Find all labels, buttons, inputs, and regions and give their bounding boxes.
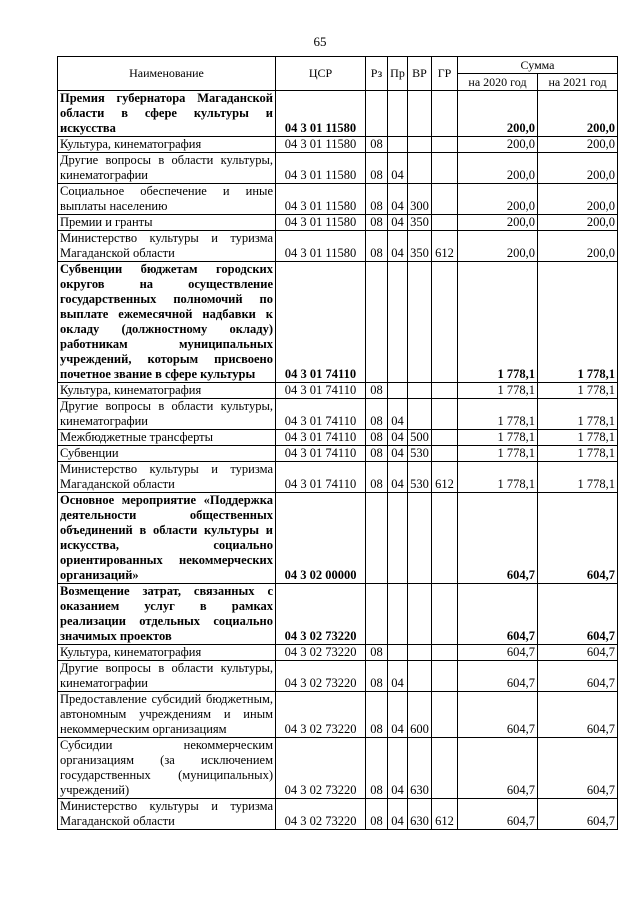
row-pr [388, 645, 408, 661]
row-pr [388, 137, 408, 153]
header-gr: ГР [432, 57, 458, 91]
row-pr: 04 [388, 738, 408, 799]
row-gr [432, 692, 458, 738]
row-name: Министерство культуры и туризма Магаданской области [58, 231, 276, 262]
table-row [58, 262, 618, 383]
row-gr [432, 215, 458, 231]
row-pr: 04 [388, 462, 408, 493]
row-sum-2021: 604,7 [538, 692, 618, 738]
row-sum-2020: 200,0 [458, 184, 538, 215]
row-csr: 04 3 02 73220 [276, 661, 366, 692]
row-pr: 04 [388, 399, 408, 430]
row-sum-2021: 1 778,1 [538, 383, 618, 399]
row-csr: 04 3 01 74110 [276, 446, 366, 462]
row-csr: 04 3 02 00000 [276, 493, 366, 584]
table-row [58, 91, 618, 137]
row-csr: 04 3 01 11580 [276, 153, 366, 184]
header-pr: Пр [388, 57, 408, 91]
row-name: Субсидии некоммерческим организациям (за исключением государственных (муниципальных) учреждений) [58, 738, 276, 799]
row-gr [432, 738, 458, 799]
row-rz [366, 91, 388, 137]
table-row [58, 738, 618, 799]
row-rz: 08 [366, 738, 388, 799]
table-row [58, 462, 618, 493]
row-sum-2021: 200,0 [538, 215, 618, 231]
row-vr [408, 91, 432, 137]
header-rz: Рз [366, 57, 388, 91]
row-gr [432, 383, 458, 399]
row-pr: 04 [388, 661, 408, 692]
row-pr: 04 [388, 799, 408, 830]
row-sum-2021: 1 778,1 [538, 446, 618, 462]
header-name: Наименование [58, 57, 276, 91]
row-gr [432, 91, 458, 137]
table-row [58, 399, 618, 430]
row-csr: 04 3 01 74110 [276, 262, 366, 383]
row-sum-2021: 1 778,1 [538, 462, 618, 493]
row-gr [432, 137, 458, 153]
row-gr [432, 262, 458, 383]
row-gr [432, 661, 458, 692]
row-sum-2021: 1 778,1 [538, 399, 618, 430]
row-pr [388, 584, 408, 645]
row-sum-2021: 200,0 [538, 153, 618, 184]
table-row [58, 446, 618, 462]
header-sum: Сумма [458, 57, 618, 74]
row-name: Предоставление субсидий бюджетным, автономным учреждениям и иным некоммерческим организациям [58, 692, 276, 738]
header-year-2020: на 2020 год [458, 74, 538, 91]
row-sum-2021: 1 778,1 [538, 430, 618, 446]
row-csr: 04 3 01 11580 [276, 215, 366, 231]
row-sum-2021: 200,0 [538, 184, 618, 215]
row-csr: 04 3 01 11580 [276, 231, 366, 262]
budget-table [57, 56, 618, 830]
table-row [58, 584, 618, 645]
row-csr: 04 3 02 73220 [276, 692, 366, 738]
row-sum-2020: 1 778,1 [458, 462, 538, 493]
row-pr [388, 91, 408, 137]
row-rz [366, 262, 388, 383]
row-gr [432, 493, 458, 584]
row-pr [388, 493, 408, 584]
table-row [58, 692, 618, 738]
row-vr [408, 584, 432, 645]
row-sum-2021: 604,7 [538, 799, 618, 830]
row-csr: 04 3 01 11580 [276, 91, 366, 137]
row-rz: 08 [366, 430, 388, 446]
row-name: Другие вопросы в области культуры, кинематографии [58, 153, 276, 184]
row-name: Субвенции [58, 446, 276, 462]
row-pr: 04 [388, 430, 408, 446]
row-csr: 04 3 01 11580 [276, 184, 366, 215]
table-row [58, 231, 618, 262]
row-pr [388, 262, 408, 383]
row-csr: 04 3 02 73220 [276, 645, 366, 661]
row-sum-2021: 1 778,1 [538, 262, 618, 383]
row-name: Культура, кинематография [58, 137, 276, 153]
row-name: Министерство культуры и туризма Магаданской области [58, 462, 276, 493]
row-csr: 04 3 01 74110 [276, 399, 366, 430]
row-vr [408, 137, 432, 153]
row-vr: 630 [408, 738, 432, 799]
row-vr: 530 [408, 446, 432, 462]
row-rz: 08 [366, 184, 388, 215]
row-gr [432, 446, 458, 462]
row-sum-2020: 200,0 [458, 91, 538, 137]
row-rz: 08 [366, 462, 388, 493]
row-name: Премии и гранты [58, 215, 276, 231]
row-csr: 04 3 01 11580 [276, 137, 366, 153]
row-sum-2021: 200,0 [538, 137, 618, 153]
row-vr: 500 [408, 430, 432, 446]
row-sum-2020: 604,7 [458, 645, 538, 661]
table-row [58, 799, 618, 830]
row-gr: 612 [432, 462, 458, 493]
row-vr: 530 [408, 462, 432, 493]
row-sum-2020: 1 778,1 [458, 262, 538, 383]
row-csr: 04 3 02 73220 [276, 584, 366, 645]
row-vr [408, 383, 432, 399]
table-body [58, 91, 618, 830]
row-sum-2021: 604,7 [538, 584, 618, 645]
row-rz [366, 584, 388, 645]
table-row [58, 383, 618, 399]
row-csr: 04 3 02 73220 [276, 799, 366, 830]
row-rz: 08 [366, 799, 388, 830]
row-rz: 08 [366, 399, 388, 430]
header-csr: ЦСР [276, 57, 366, 91]
row-sum-2020: 1 778,1 [458, 383, 538, 399]
row-sum-2020: 604,7 [458, 493, 538, 584]
row-sum-2020: 604,7 [458, 584, 538, 645]
row-gr [432, 584, 458, 645]
row-sum-2020: 200,0 [458, 153, 538, 184]
row-rz: 08 [366, 446, 388, 462]
row-name: Культура, кинематография [58, 383, 276, 399]
row-sum-2020: 1 778,1 [458, 446, 538, 462]
row-pr: 04 [388, 184, 408, 215]
row-vr [408, 493, 432, 584]
row-sum-2021: 200,0 [538, 231, 618, 262]
row-gr [432, 430, 458, 446]
row-vr: 600 [408, 692, 432, 738]
row-name: Межбюджетные трансферты [58, 430, 276, 446]
row-name: Основное мероприятие «Поддержка деятельности общественных объединений в области культуры и искусства, социально ориентированных некоммерческих организаций» [58, 493, 276, 584]
row-sum-2020: 604,7 [458, 738, 538, 799]
row-name: Другие вопросы в области культуры, кинематографии [58, 399, 276, 430]
row-rz: 08 [366, 231, 388, 262]
row-pr: 04 [388, 231, 408, 262]
row-sum-2021: 604,7 [538, 738, 618, 799]
table-row [58, 645, 618, 661]
row-rz: 08 [366, 137, 388, 153]
row-rz: 08 [366, 645, 388, 661]
page-number: 65 [313, 34, 327, 49]
row-gr [432, 645, 458, 661]
row-vr: 350 [408, 231, 432, 262]
table-row [58, 137, 618, 153]
row-gr [432, 184, 458, 215]
row-gr [432, 153, 458, 184]
row-sum-2020: 200,0 [458, 231, 538, 262]
row-sum-2021: 200,0 [538, 91, 618, 137]
row-name: Социальное обеспечение и иные выплаты населению [58, 184, 276, 215]
row-name: Возмещение затрат, связанных с оказанием услуг в рамках реализации отдельных социально значимых проектов [58, 584, 276, 645]
row-sum-2020: 604,7 [458, 661, 538, 692]
row-vr [408, 661, 432, 692]
row-gr [432, 399, 458, 430]
row-gr: 612 [432, 799, 458, 830]
table-row [58, 153, 618, 184]
row-vr [408, 399, 432, 430]
table-row [58, 430, 618, 446]
row-sum-2020: 200,0 [458, 215, 538, 231]
row-rz: 08 [366, 661, 388, 692]
header-vr: ВР [408, 57, 432, 91]
row-name: Субвенции бюджетам городских округов на осуществление государственных полномочий по выплате ежемесячной надбавки к окладу (должностному окладу) работникам муниципальных учреждений, которым присвоено почетное звание в сфере культуры [58, 262, 276, 383]
row-sum-2021: 604,7 [538, 645, 618, 661]
row-vr [408, 645, 432, 661]
row-vr: 300 [408, 184, 432, 215]
row-rz [366, 493, 388, 584]
row-gr: 612 [432, 231, 458, 262]
table-row [58, 493, 618, 584]
row-sum-2020: 1 778,1 [458, 430, 538, 446]
row-pr [388, 383, 408, 399]
row-csr: 04 3 01 74110 [276, 462, 366, 493]
header-year-2021: на 2021 год [538, 74, 618, 91]
row-vr: 350 [408, 215, 432, 231]
row-rz: 08 [366, 383, 388, 399]
row-pr: 04 [388, 446, 408, 462]
table-row [58, 184, 618, 215]
row-pr: 04 [388, 153, 408, 184]
table-row [58, 661, 618, 692]
row-sum-2021: 604,7 [538, 493, 618, 584]
row-vr: 630 [408, 799, 432, 830]
row-sum-2020: 604,7 [458, 799, 538, 830]
row-vr [408, 262, 432, 383]
table-row [58, 215, 618, 231]
row-pr: 04 [388, 215, 408, 231]
row-name: Другие вопросы в области культуры, кинематографии [58, 661, 276, 692]
row-pr: 04 [388, 692, 408, 738]
row-rz: 08 [366, 153, 388, 184]
row-name: Культура, кинематография [58, 645, 276, 661]
row-rz: 08 [366, 692, 388, 738]
row-sum-2021: 604,7 [538, 661, 618, 692]
row-csr: 04 3 01 74110 [276, 383, 366, 399]
row-rz: 08 [366, 215, 388, 231]
row-sum-2020: 1 778,1 [458, 399, 538, 430]
row-csr: 04 3 02 73220 [276, 738, 366, 799]
row-sum-2020: 200,0 [458, 137, 538, 153]
row-vr [408, 153, 432, 184]
row-sum-2020: 604,7 [458, 692, 538, 738]
row-name: Премия губернатора Магаданской области в сфере культуры и искусства [58, 91, 276, 137]
row-csr: 04 3 01 74110 [276, 430, 366, 446]
row-name: Министерство культуры и туризма Магаданской области [58, 799, 276, 830]
